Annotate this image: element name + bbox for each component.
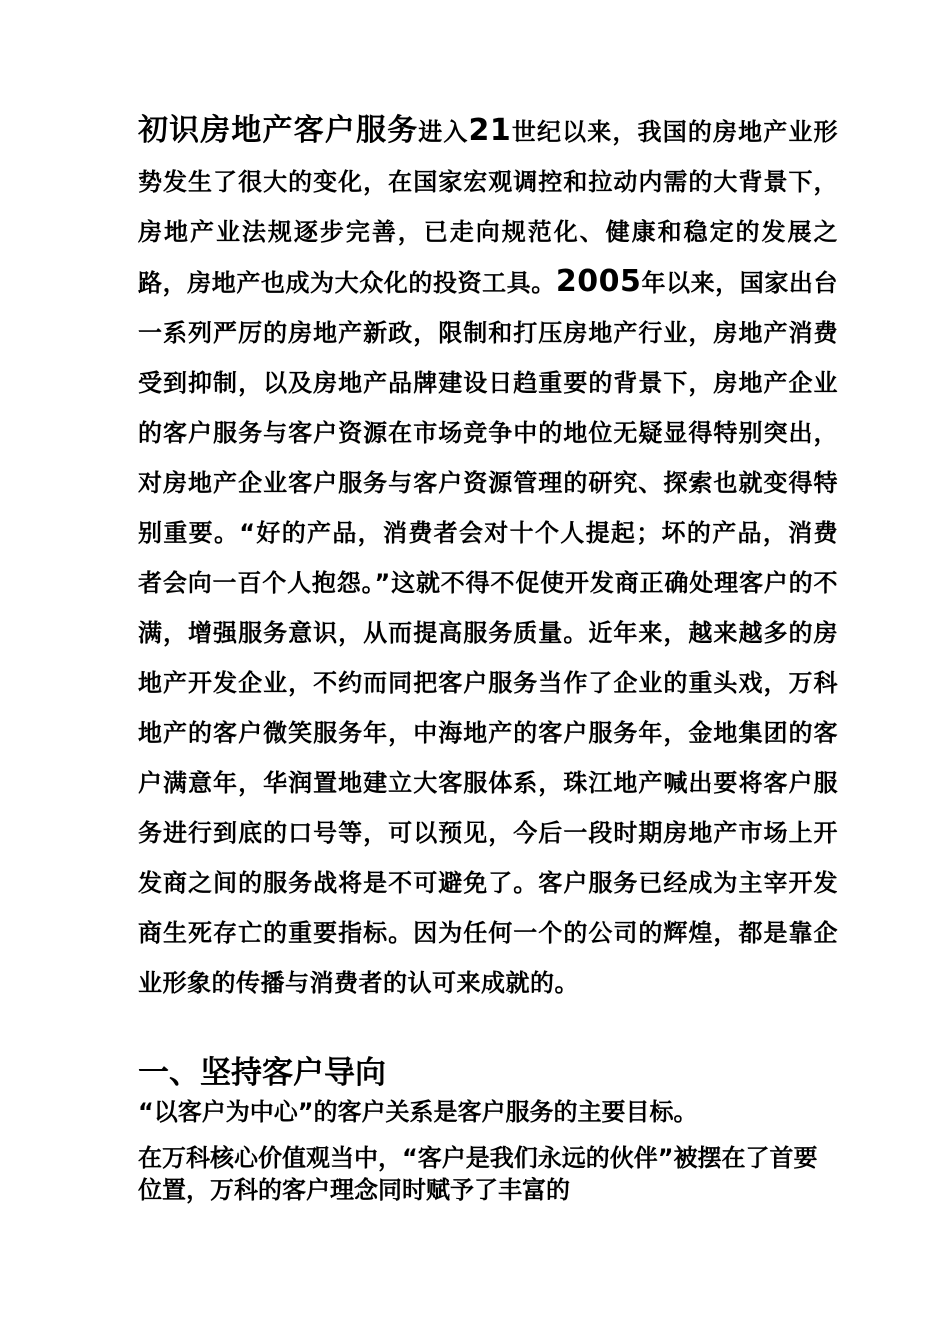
section-heading: 一、坚持客户导向 <box>138 1055 386 1091</box>
section-paragraph: 在万科核心价值观当中，“客户是我们永远的伙伴”被摆在了首要位置，万科的客户理念同时赋予了丰富的 <box>138 1144 818 1204</box>
intro-text-part1: 进入 <box>418 118 469 146</box>
intro-paragraph <box>138 106 838 1008</box>
section-subtitle: “以客户为中心”的客户关系是客户服务的主要目标。 <box>138 1098 698 1126</box>
intro-number-21: 21 <box>468 113 512 148</box>
intro-text-part2: 世纪以来，我国的房地产业形势发生了很大的变化，在国家宏观调控和拉动内需的大背景下，房地产业法规逐步完善，已走向规范化、健康和稳定的发展之路，房地产也成为大众化的投资工具。 <box>138 118 839 297</box>
intro-number-2005: 2005 <box>555 264 642 299</box>
lead-title: 初识房地产客户服务 <box>138 113 419 148</box>
intro-text-part3: 年以来，国家出台一系列严厉的房地产新政，限制和打压房地产行业，房地产消费受到抑制，以及房地产品牌建设日趋重要的背景下，房地产企业的客户服务与客户资源在市场竞争中的地位无疑显得特别突出，对房地产企业客户服务与客户资源管理的研究、探索也就变得特别重要。“好的产品，消费者会对十个人提起；坏的产品，消费者会向一百个人抱怨。”这就不得不促使开发商正确处理客户的不满，增强服务意识，从而提高服务质量。近年来，越来越多的房地产开发企业，不约而同把客户服务当作了企业的重头戏，万科地产的客户微笑服务年，中海地产的客户服务年，金地集团的客户满意年，华润置地建立大客服体系，珠江地产喊出要将客户服务进行到底的口号等，可以预见，今后一段时期房地产市场上开发商之间的服务战将是不可避免了。客户服务已经成为主宰开发商生死存亡的重要指标。因为任何一个的公司的辉煌，都是靠企业形象的传播与消费者的认可来成就的。 <box>138 269 838 997</box>
